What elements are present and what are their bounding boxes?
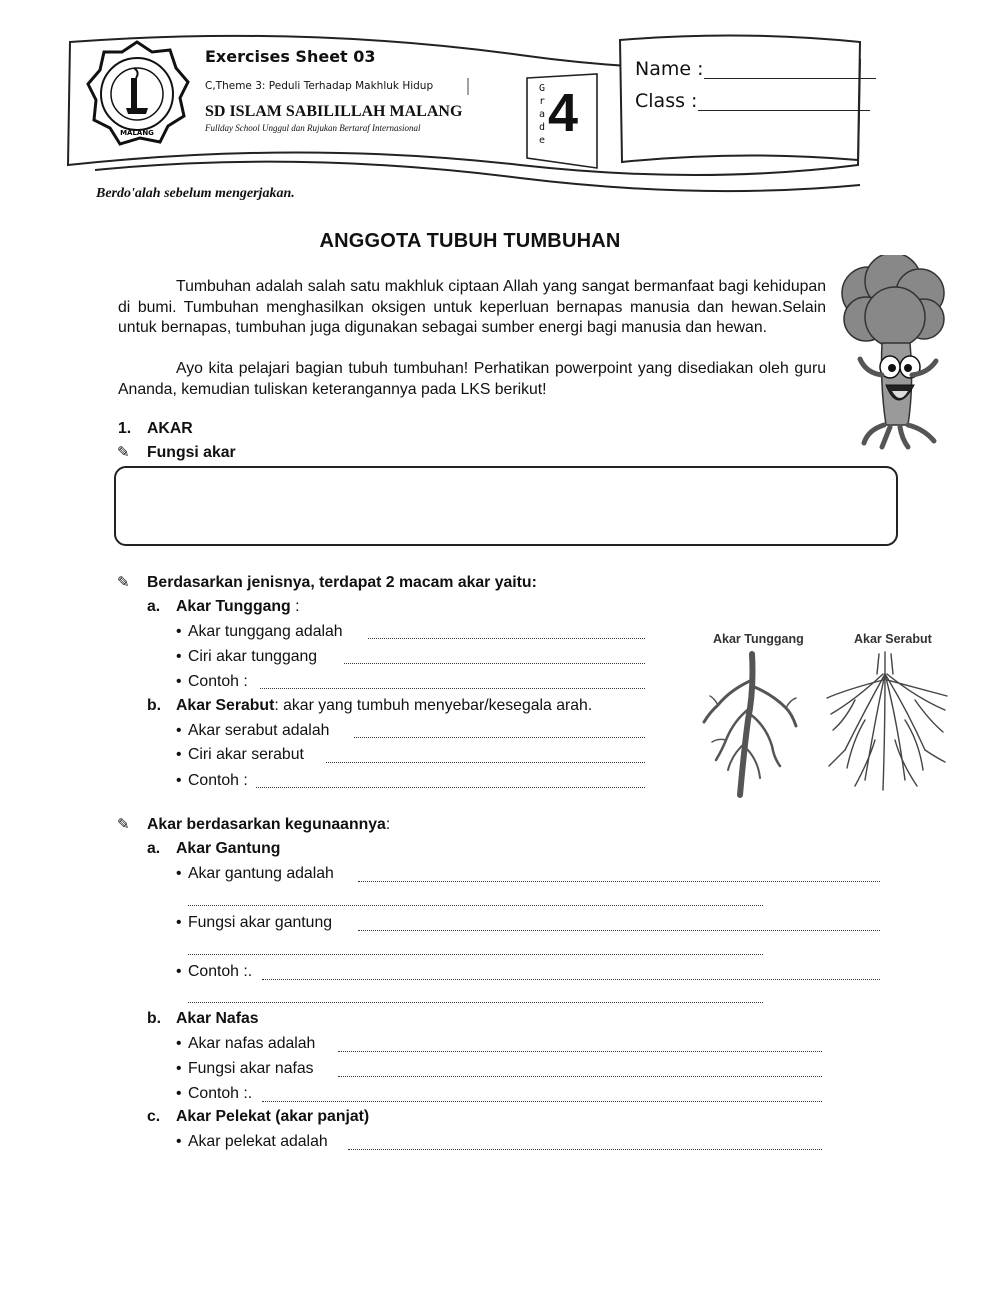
list-item: • Contoh :.: [176, 963, 253, 980]
fungsi-akar-answer-box[interactable]: [114, 466, 898, 546]
pencil-icon: ✎: [117, 816, 130, 833]
serabut-heading: Akar Serabut: akar yang tumbuh menyebar/kesegala arah.: [176, 697, 593, 714]
answer-line[interactable]: [344, 663, 645, 664]
nafas-heading: Akar Nafas: [176, 1010, 259, 1027]
fungsi-akar-label: Fungsi akar: [147, 444, 236, 461]
answer-line[interactable]: [260, 688, 645, 689]
serabut-letter: b.: [147, 697, 162, 714]
answer-line[interactable]: [256, 787, 645, 788]
school-tagline: Fullday School Unggul dan Rujukan Bertaraf Internasional: [205, 123, 421, 133]
list-item: • Akar serabut adalah: [176, 722, 330, 739]
class-label: Class :: [635, 90, 698, 112]
answer-line[interactable]: [338, 1051, 822, 1052]
answer-line[interactable]: [262, 979, 880, 980]
answer-line[interactable]: [188, 905, 763, 906]
answer-line[interactable]: [188, 1002, 763, 1003]
image-label-serabut: Akar Serabut: [854, 632, 932, 646]
answer-line[interactable]: [354, 737, 645, 738]
jenis-akar-heading: Berdasarkan jenisnya, terdapat 2 macam akar yaitu:: [147, 574, 537, 591]
school-logo: [84, 38, 190, 150]
intro-paragraph-1: Tumbuhan adalah salah satu makhluk ciptaan Allah yang sangat bermanfaat bagi kehidupan di bumi. Tumbuhan menghasilkan oksigen untuk keperluan bernapas manusia dan hewan.Selain untuk bernapas, tumbuhan juga digunakan sebagai sumber energi bagi manusia dan hewan.: [118, 278, 826, 337]
grade-label: G r a d e: [538, 83, 546, 146]
section-number: 1.: [118, 420, 132, 437]
pencil-icon: ✎: [117, 444, 130, 461]
answer-line[interactable]: [358, 881, 880, 882]
list-item: • Akar nafas adalah: [176, 1035, 316, 1052]
list-item: • Contoh :.: [176, 1085, 253, 1102]
tunggang-heading: Akar Tunggang :: [176, 598, 300, 615]
taproot-image: [700, 650, 800, 800]
answer-line[interactable]: [188, 954, 763, 955]
answer-line[interactable]: [348, 1149, 822, 1150]
list-item: • Akar pelekat adalah: [176, 1133, 328, 1150]
intro-paragraph-2: Ayo kita pelajari bagian tubuh tumbuhan! Perhatikan powerpoint yang disediakan oleh guru Ananda, kemudian tuliskan keterangannya pada LKS berikut!: [118, 360, 826, 398]
theme-text: C,Theme 3: Peduli Terhadap Makhluk Hidup: [205, 80, 434, 92]
list-item: • Akar tunggang adalah: [176, 623, 343, 640]
sheet-title: Exercises Sheet 03: [205, 47, 376, 66]
list-item: • Fungsi akar nafas: [176, 1060, 314, 1077]
tunggang-letter: a.: [147, 598, 161, 615]
answer-line[interactable]: [262, 1101, 822, 1102]
list-item: • Contoh :: [176, 673, 248, 690]
image-label-tunggang: Akar Tunggang: [713, 632, 804, 646]
list-item: • Fungsi akar gantung: [176, 914, 333, 931]
answer-line[interactable]: [358, 930, 880, 931]
gantung-letter: a.: [147, 840, 161, 857]
nafas-letter: b.: [147, 1010, 162, 1027]
answer-line[interactable]: [326, 762, 645, 763]
prayer-note: Berdo'alah sebelum mengerjakan.: [96, 186, 295, 201]
name-label: Name :: [635, 58, 704, 80]
list-item: • Ciri akar tunggang: [176, 648, 318, 665]
grade-number: 4: [548, 83, 579, 143]
answer-line[interactable]: [338, 1076, 822, 1077]
logo-text: MALANG: [120, 129, 154, 137]
class-field[interactable]: [698, 110, 870, 111]
pelekat-letter: c.: [147, 1108, 161, 1125]
pencil-icon: ✎: [117, 574, 130, 591]
name-field[interactable]: [704, 78, 876, 79]
list-item: • Contoh :: [176, 772, 248, 789]
gantung-heading: Akar Gantung: [176, 840, 281, 857]
kegunaan-heading: Akar berdasarkan kegunaannya:: [147, 816, 391, 833]
page-title: ANGGOTA TUBUH TUMBUHAN: [319, 230, 621, 252]
school-name: SD ISLAM SABILILLAH MALANG: [205, 103, 463, 120]
section-title: AKAR: [147, 420, 193, 437]
list-item: • Akar gantung adalah: [176, 865, 334, 882]
fibrous-root-image: [825, 650, 950, 795]
answer-line[interactable]: [368, 638, 645, 639]
pelekat-heading: Akar Pelekat (akar panjat): [176, 1108, 370, 1125]
list-item: • Ciri akar serabut: [176, 746, 304, 763]
tree-cartoon-image: [838, 255, 948, 450]
